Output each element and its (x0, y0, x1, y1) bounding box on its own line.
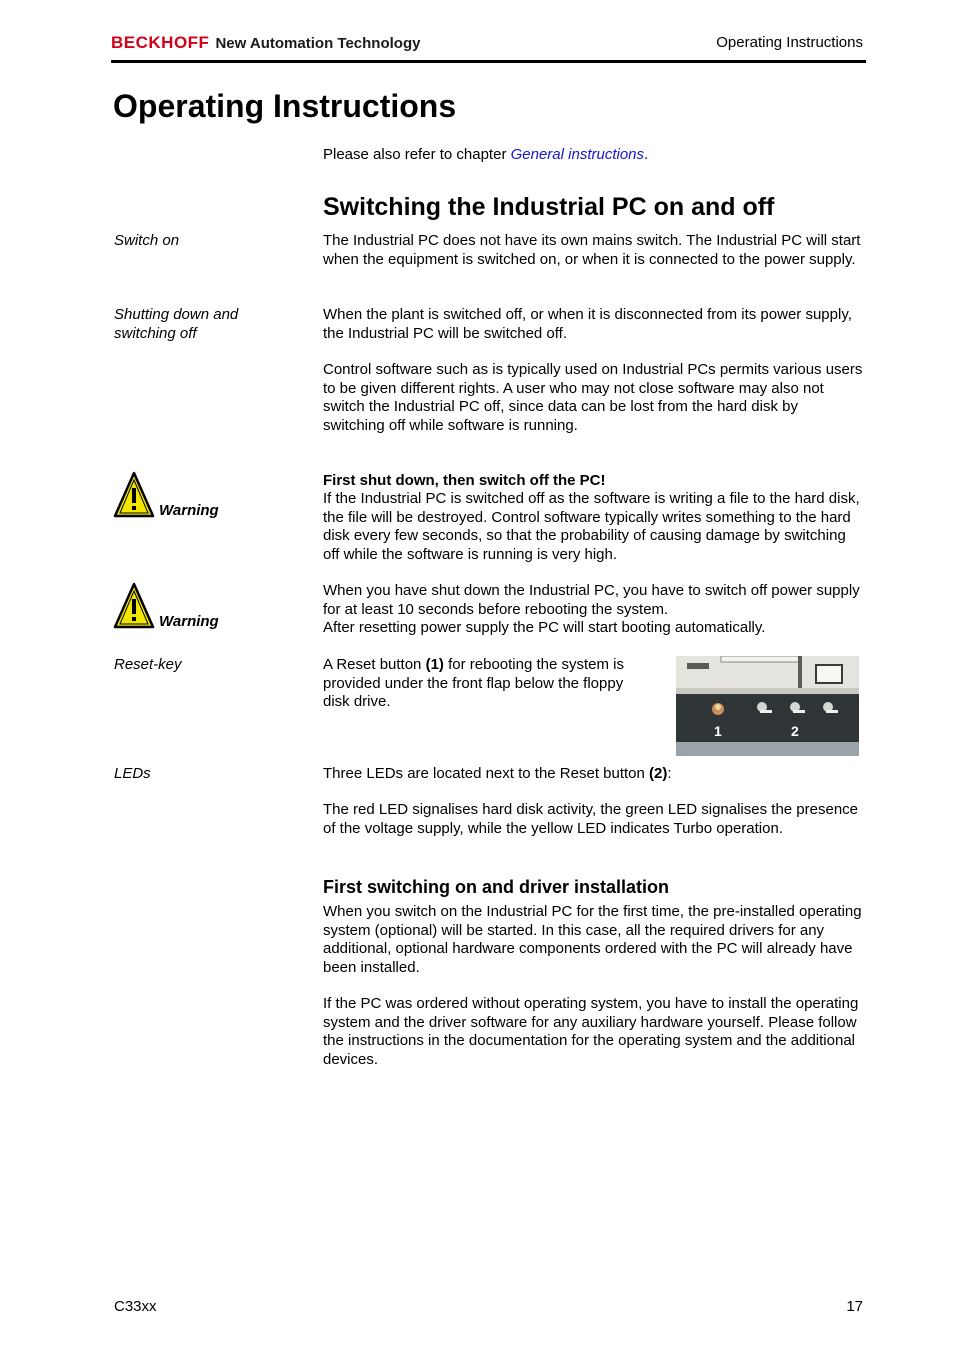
shutdown-text-2: Control software such as is typically used on Industrial PCs permits various users to be given different rights. A user who may not close software may also not switch the Industrial PC off, since data can be lost from the hard disk by switching off while software is running. (323, 361, 863, 434)
warning-block-2 (113, 582, 313, 632)
warning-2-text-2: After resetting power supply the PC will start booting automatically. (323, 619, 766, 636)
switch-on-text: The Industrial PC does not have its own mains switch. The Industrial PC will start when the equipment is switched on, or when it is connected to the power supply. (323, 232, 861, 268)
header-section-title: Operating Instructions (716, 34, 863, 51)
leds-text-2: The red LED signalises hard disk activity, the green LED signalises the presence of the voltage supply, while the yellow LED indicates Turbo operation. (323, 801, 858, 837)
front-panel-photo (676, 656, 859, 756)
reset-key-label: Reset-key (114, 656, 182, 673)
leds-text-pre: Three LEDs are located next to the Reset button (323, 765, 650, 782)
subsection-text-2: If the PC was ordered without operating system, you have to install the operating system and the driver software for any auxiliary hardware yourself. Please follow the instructions in the documentation for the operating system and the additional devices. (323, 995, 859, 1068)
logo-tagline: New Automation Technology (215, 35, 421, 52)
warning-label-1: Warning (159, 502, 219, 519)
warning-1-text: If the Industrial PC is switched off as the software is writing a file to the hard disk, the file will be destroyed. Control software typically writes something to the hard disk every few seconds, so that the probability of causing damage by switching off while the software is running is very high. (323, 490, 860, 563)
leds-text-1 (323, 765, 863, 784)
shutdown-label: Shutting down and switching off (114, 306, 239, 342)
subsection-text-1: When you switch on the Industrial PC for the first time, the pre-installed operating system (optional) will be started. In this case, all the required drivers for any additional, optional hardware components ordered with the PC will already have been installed. (323, 903, 862, 976)
leds-text-post: : (667, 765, 672, 782)
footer-product: C33xx (114, 1298, 157, 1315)
header-rule (111, 60, 866, 63)
switch-on-label: Switch on (114, 232, 180, 249)
footer-page-number: 17 (846, 1298, 863, 1315)
photo-label-2: 2 (791, 723, 799, 739)
shutdown-text-1: When the plant is switched off, or when it is disconnected from its power supply, the Industrial PC will be switched off. (323, 306, 852, 342)
warning-1-title: First shut down, then switch off the PC! (323, 472, 606, 489)
reset-text-post: for rebooting the system is provided under the front flap below the floppy disk drive. (323, 656, 625, 710)
leds-label: LEDs (114, 765, 151, 782)
subsection-heading: First switching on and driver installation (323, 877, 670, 897)
warning-2-text-1: When you have shut down the Industrial PC, you have to switch off power supply for at least 10 seconds before rebooting the system. (323, 582, 860, 618)
leds-number: (2) (649, 765, 668, 782)
intro-prefix: Please also refer to chapter (323, 146, 511, 163)
warning-triangle-icon (113, 471, 155, 519)
reset-text-pre: A Reset button (323, 656, 426, 673)
beckhoff-logo (111, 33, 420, 53)
photo-label-1: 1 (714, 723, 722, 739)
general-instructions-link[interactable]: General instructions (510, 146, 645, 163)
page-title: Operating Instructions (113, 88, 457, 124)
intro-paragraph (323, 146, 863, 165)
warning-triangle-icon (113, 582, 155, 630)
intro-suffix: . (644, 146, 649, 163)
warning-block-1 (113, 471, 313, 521)
warning-label-2: Warning (159, 613, 219, 630)
logo-brand: BECKHOFF (111, 33, 210, 52)
reset-key-text (323, 656, 653, 712)
front-panel-illustration (676, 656, 859, 756)
reset-number: (1) (425, 656, 444, 673)
section-heading: Switching the Industrial PC on and off (323, 193, 775, 221)
